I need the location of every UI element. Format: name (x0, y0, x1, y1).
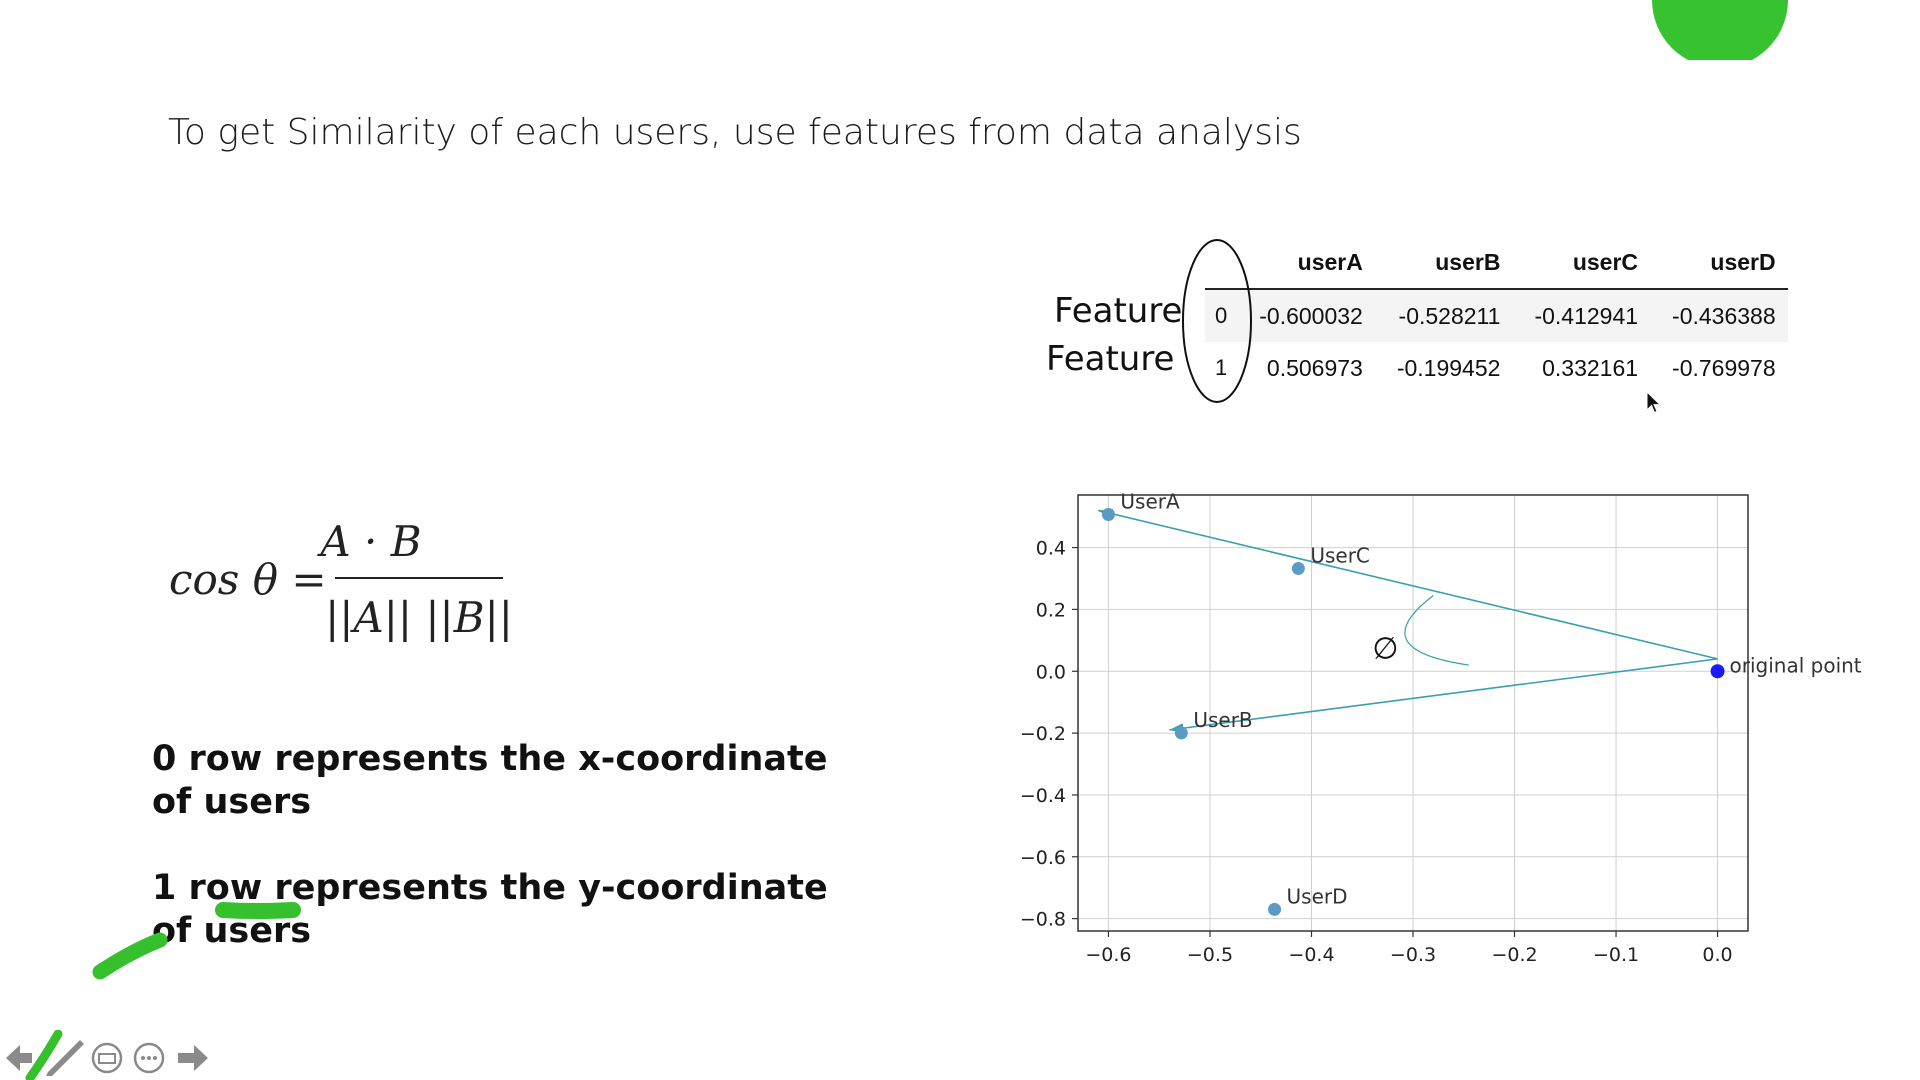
table-header-userD: userD (1650, 236, 1788, 289)
table-cell: -0.436388 (1672, 302, 1776, 329)
feature-table (1205, 236, 1788, 394)
feature-label-row0: Feature (1054, 291, 1183, 331)
formula-denominator: ||A|| ||B|| (325, 593, 513, 642)
subtitle-icon[interactable] (93, 1044, 121, 1072)
scatter-point (1175, 726, 1188, 739)
next-arrow-icon[interactable] (178, 1045, 208, 1071)
scatter-point (1102, 508, 1115, 521)
table-header-userA: userA (1237, 236, 1375, 289)
point-label: original point (1729, 653, 1862, 678)
scatter-point (1292, 562, 1305, 575)
angle-arc (1405, 595, 1469, 665)
point-label: UserC (1310, 543, 1370, 568)
index-column-ellipse (1180, 236, 1256, 406)
table-cell: 0.332161 (1542, 354, 1639, 381)
x-tick-label: −0.3 (1389, 944, 1437, 966)
note-y-coordinate: 1 row represents the y-coordinate of users (152, 868, 828, 951)
scatter-point (1711, 664, 1725, 678)
note-x-coordinate: 0 row represents the x-coordinate of users (152, 739, 828, 822)
green-circle-decoration (1640, 0, 1800, 60)
angle-symbol: ∅ (1372, 631, 1399, 667)
x-tick-label: −0.4 (1288, 944, 1335, 966)
scatter-point (1268, 903, 1281, 916)
mouse-cursor-icon (1645, 390, 1663, 416)
x-tick-label: 0.0 (1702, 944, 1733, 966)
y-tick-label: −0.2 (1019, 723, 1066, 746)
y-tick-label: 0.0 (1035, 661, 1066, 684)
table-row (1205, 289, 1788, 342)
x-tick-label: −0.6 (1085, 944, 1132, 966)
y-tick-label: −0.8 (1019, 908, 1066, 931)
previous-arrow-icon[interactable] (6, 1045, 32, 1071)
table-cell: -0.769978 (1672, 354, 1776, 381)
slide-title: To get Similarity of each users, use features from data analysis (168, 112, 1302, 153)
table-cell: 0.506973 (1266, 354, 1363, 381)
feature-label-row1: Feature (1046, 339, 1175, 379)
table-row (1205, 342, 1788, 394)
formula-numerator: A · B (320, 522, 422, 566)
point-label: UserA (1120, 489, 1180, 514)
y-tick-label: 0.2 (1035, 599, 1066, 622)
point-label: UserD (1286, 884, 1348, 909)
highlighter-stroke (85, 890, 305, 990)
table-cell: -0.600032 (1259, 302, 1363, 329)
table-cell: -0.412941 (1534, 302, 1639, 329)
table-cell: -0.528211 (1398, 302, 1501, 329)
presentation-toolbar (0, 1030, 230, 1080)
y-tick-label: −0.6 (1019, 846, 1066, 869)
table-cell-index: 1 (1215, 355, 1228, 380)
y-tick-label: 0.4 (1035, 537, 1066, 560)
table-header-userC: userC (1512, 236, 1650, 289)
x-tick-label: −0.1 (1592, 944, 1640, 966)
cosine-similarity-formula (165, 522, 525, 652)
y-tick-label: −0.4 (1019, 784, 1066, 807)
x-tick-label: −0.2 (1491, 944, 1538, 966)
vector-arrow-line (1098, 510, 1717, 658)
table-cell-index: 0 (1215, 303, 1228, 328)
table-header-userB: userB (1375, 236, 1513, 289)
table-cell: -0.199452 (1396, 354, 1501, 381)
x-tick-label: −0.5 (1186, 944, 1234, 966)
more-icon[interactable] (135, 1044, 163, 1072)
user-feature-scatter-chart (1000, 478, 1880, 998)
table-header-row (1205, 236, 1788, 289)
formula-lhs: cos θ = (169, 555, 327, 604)
pen-icon[interactable] (30, 1034, 84, 1078)
point-label: UserB (1193, 707, 1253, 732)
